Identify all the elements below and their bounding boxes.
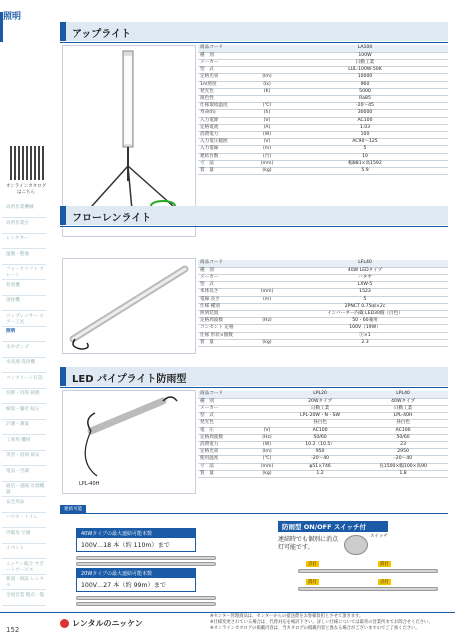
sidebar-divider xyxy=(2,496,46,497)
sidebar-divider xyxy=(2,357,46,358)
sidebar-divider xyxy=(2,450,46,451)
sidebar-divider xyxy=(2,574,46,575)
spec-row xyxy=(198,405,448,412)
spec-value: 30000 xyxy=(282,110,448,117)
brand-logo xyxy=(60,618,143,629)
brand-name: レンタルのニッケン xyxy=(72,619,143,628)
tube-graphic xyxy=(76,562,216,566)
spec-value: 23 xyxy=(358,441,448,448)
qr-code[interactable] xyxy=(10,146,44,180)
spec-value: 2.3 xyxy=(282,339,448,346)
spec-row xyxy=(198,456,448,463)
spec-value: -20〜40 xyxy=(358,456,448,463)
sidebar-category[interactable]: 通信・遠隔 計測機器 xyxy=(6,484,45,495)
spec-label: 消費電力 xyxy=(198,131,252,138)
spec-label: 寸 法 xyxy=(198,463,252,470)
sidebar-category[interactable]: コンクリート打設 xyxy=(6,375,43,381)
spec-label: 型 式 xyxy=(198,282,252,289)
spec-unit xyxy=(252,45,282,52)
spec-unit: (W) xyxy=(252,131,282,138)
pipelight-photo-label: LPL-40H xyxy=(79,481,100,487)
spec-row xyxy=(198,95,448,102)
sidebar-category[interactable]: 計測・測量 xyxy=(6,422,29,427)
spec-value: AC90〜125 xyxy=(282,139,448,146)
spec-row xyxy=(198,427,448,434)
spec-value: 50・60兼用 xyxy=(282,318,448,325)
spec-label: 種 別 xyxy=(198,398,252,405)
sidebar-category[interactable]: イベント xyxy=(6,546,25,551)
spec-row xyxy=(198,267,448,274)
footnote: ※センター管理商品は、センターからの提送費をお客様負担とさせて頂きます。 xyxy=(210,614,364,619)
state-label: 消灯 xyxy=(380,562,389,567)
spec-unit: (lm) xyxy=(252,449,282,456)
sidebar-divider xyxy=(2,527,46,528)
spec-unit: (kg) xyxy=(252,470,282,477)
spec-row xyxy=(198,88,448,95)
spec-value: LUL-100W-50K xyxy=(282,67,448,74)
spec-value: インバーター内蔵 LED30個（白色） xyxy=(282,310,448,317)
sidebar-divider xyxy=(2,217,46,218)
spec-value: Ra85 xyxy=(282,95,448,102)
spec-label: 照明装置 xyxy=(198,310,252,317)
spec-unit: (℃) xyxy=(252,456,282,463)
spec-label: 使用温度 xyxy=(198,456,252,463)
sidebar-divider xyxy=(2,419,46,420)
tube-graphic xyxy=(298,569,438,573)
spec-row xyxy=(198,463,448,470)
section-header-uplight xyxy=(60,22,448,41)
pipelight-spec-table xyxy=(198,391,448,478)
spec-label: 発光色 xyxy=(198,88,252,95)
spec-unit: (℃) xyxy=(252,103,282,110)
sidebar-divider xyxy=(2,543,46,544)
spec-unit: (V) xyxy=(252,139,282,146)
spec-value: 2PNCT 0.75㎟×2c xyxy=(282,303,448,310)
spec-value: LA100 xyxy=(282,45,448,52)
spec-row xyxy=(198,449,448,456)
spec-value: AC100 xyxy=(358,427,448,434)
pipelight-photo xyxy=(62,390,196,494)
spec-value: 50/60 xyxy=(282,434,358,441)
spec-unit xyxy=(252,398,282,405)
spec-row xyxy=(198,139,448,146)
spec-row xyxy=(198,332,448,339)
spec-row xyxy=(198,117,448,124)
spec-label: 入力電源 xyxy=(198,117,252,124)
spec-value: LPL20 xyxy=(282,391,358,398)
spec-unit: (V) xyxy=(252,427,282,434)
spec-unit xyxy=(252,420,282,427)
spec-row xyxy=(198,45,448,52)
spec-row xyxy=(198,153,448,160)
spec-value: 20Wタイプ xyxy=(282,398,358,405)
spec-label: 質 量 xyxy=(198,167,252,174)
spec-value: 1523 xyxy=(282,289,448,296)
sidebar-category[interactable]: 高所作業台 xyxy=(6,220,29,226)
spec-value: 幅881×高1592 xyxy=(282,160,448,167)
sidebar-category[interactable]: 水処理 洗浄機 xyxy=(6,360,36,365)
section-header-pipelight xyxy=(60,367,448,386)
spec-label: 電線 長さ xyxy=(198,296,252,303)
sidebar-category[interactable]: 切断・切削 研磨 xyxy=(6,391,40,396)
spec-unit xyxy=(252,274,282,281)
sidebar-category[interactable]: 全国営業 拠点一覧 xyxy=(6,592,45,598)
max-connect-20w xyxy=(76,568,196,592)
spec-label: 定格光束 xyxy=(198,74,252,81)
spec-unit: (Hz) xyxy=(252,434,282,441)
tube-graphic xyxy=(76,556,216,560)
spec-value: 10000 xyxy=(282,74,448,81)
spec-value: 日動工業 xyxy=(358,405,448,412)
spec-row xyxy=(198,81,448,88)
spec-value: AC100 xyxy=(282,427,358,434)
spec-value: 100V（19W） xyxy=(282,325,448,332)
spec-unit xyxy=(252,303,282,310)
spec-value: 960 xyxy=(282,81,448,88)
spec-row xyxy=(198,303,448,310)
spec-unit: (K) xyxy=(252,88,282,95)
sidebar-category[interactable]: 運搬・整地 xyxy=(6,251,29,257)
spec-value: 日動工業 xyxy=(282,405,358,412)
sidebar-divider xyxy=(2,403,46,404)
spec-unit xyxy=(252,413,282,420)
spec-unit xyxy=(252,52,282,59)
spec-unit: (kg) xyxy=(252,339,282,346)
spec-value: 40W LEDタイプ xyxy=(282,267,448,274)
spec-row xyxy=(198,131,448,138)
spec-value: LPL40 xyxy=(358,391,448,398)
spec-row xyxy=(198,310,448,317)
sidebar-tab-label: 照明 xyxy=(3,12,22,22)
spec-unit xyxy=(252,282,282,289)
spec-label: 本体長さ xyxy=(198,289,252,296)
spec-unit: (Hz) xyxy=(252,318,282,325)
sidebar-divider xyxy=(2,558,46,559)
spec-row xyxy=(198,289,448,296)
spec-row xyxy=(198,282,448,289)
sidebar-category[interactable]: 工事用 機材 xyxy=(6,437,31,443)
spec-unit xyxy=(252,95,282,102)
max-connect-20w-head: 20Wタイプの最大連結可能本数 xyxy=(77,569,195,578)
spec-label: 種 別 xyxy=(198,267,252,274)
sidebar-divider xyxy=(2,388,46,389)
max-connect-40w xyxy=(76,528,196,552)
sidebar-divider xyxy=(2,295,46,296)
spec-label: 定格周波数 xyxy=(198,318,252,325)
footnote: ※オンラインカタログの掲載内容は、当カタログの掲載内容と異なる場合がございますのでご了承ください。 xyxy=(210,626,420,631)
spec-value: 1.03 xyxy=(282,124,448,131)
page-number: 152 xyxy=(6,626,20,634)
spec-unit: (mm) xyxy=(252,463,282,470)
tube-graphic xyxy=(76,602,216,606)
spec-label: 質 量 xyxy=(198,339,252,346)
sidebar-category[interactable]: コンプレッサー エアー工具 xyxy=(6,313,44,325)
sidebar-category[interactable]: 照明 xyxy=(6,329,16,334)
spec-value: 100W xyxy=(282,52,448,59)
spec-row xyxy=(198,59,448,66)
spec-unit xyxy=(252,391,282,398)
tube-graphic xyxy=(298,587,438,591)
switch-panel xyxy=(278,521,448,607)
spec-row xyxy=(198,124,448,131)
spec-value: 5.9 xyxy=(282,167,448,174)
spec-value: LFL40 xyxy=(282,260,448,267)
spec-unit xyxy=(252,332,282,339)
spec-label: 定格周波数 xyxy=(198,434,252,441)
sidebar-category[interactable]: ハウス・トイレ xyxy=(6,515,38,520)
spec-unit xyxy=(252,310,282,317)
spec-value: 5000 xyxy=(282,88,448,95)
spec-row xyxy=(198,339,448,346)
spec-row xyxy=(198,160,448,167)
sidebar-divider xyxy=(2,279,46,280)
section-title: アップライト xyxy=(72,29,131,40)
spec-label: メーカー xyxy=(198,59,252,66)
spec-row xyxy=(198,413,448,420)
sidebar-divider xyxy=(2,434,46,435)
spec-unit xyxy=(252,267,282,274)
sidebar-divider xyxy=(2,310,46,311)
spec-unit: (lx) xyxy=(252,81,282,88)
spec-value: 1.2 xyxy=(282,470,358,477)
sidebar-divider xyxy=(2,372,46,373)
spec-value: -20〜40 xyxy=(282,456,358,463)
spec-label: 仕様 形状×個数 xyxy=(198,332,252,339)
switch-tag: スイッチ xyxy=(370,534,388,539)
spec-label: 定格電流 xyxy=(198,124,252,131)
section-title: フローレンライト xyxy=(72,213,152,224)
section-header-florenlight xyxy=(60,206,448,225)
sidebar-category[interactable]: 発電機 xyxy=(6,282,20,288)
spec-row xyxy=(198,274,448,281)
max-connect-40w-head: 40Wタイプの最大連結可能本数 xyxy=(77,529,195,538)
spec-unit xyxy=(252,59,282,66)
spec-row xyxy=(198,103,448,110)
switch-description: 連結時でも個別に消点灯可能です。 xyxy=(278,536,339,551)
spec-unit: (V) xyxy=(252,117,282,124)
spec-unit: (m) xyxy=(252,146,282,153)
connection-label: 連結可能 xyxy=(60,505,86,513)
spec-row xyxy=(198,167,448,174)
spec-value: LPL-40H xyxy=(358,413,448,420)
switch-title: 防雨型 ON/OFF スイッチ付 xyxy=(278,521,388,532)
spec-value: 日動工業 xyxy=(282,59,448,66)
spec-label: 型 式 xyxy=(198,67,252,74)
footer-rule xyxy=(0,612,455,613)
spec-value: 50/60 xyxy=(358,434,448,441)
spec-label: 連結台数 xyxy=(198,153,252,160)
spec-label: メーカー xyxy=(198,405,252,412)
section-title: LED パイプライト防雨型 xyxy=(72,374,187,385)
spec-label: 寸 法 xyxy=(198,160,252,167)
spec-row xyxy=(198,470,448,477)
spec-value: φ51×746 xyxy=(282,463,358,470)
spec-value: LPL-20W・N・SW xyxy=(282,413,358,420)
sidebar-divider xyxy=(2,341,46,342)
spec-unit xyxy=(252,67,282,74)
spec-label: 型 式 xyxy=(198,413,252,420)
sidebar-divider xyxy=(2,465,46,466)
spec-unit: (lm) xyxy=(252,74,282,81)
spec-unit xyxy=(252,325,282,332)
spec-value: AC100 xyxy=(282,117,448,124)
spec-row xyxy=(198,441,448,448)
spec-label: 仕様環境温度 xyxy=(198,103,252,110)
spec-row xyxy=(198,318,448,325)
spec-row xyxy=(198,146,448,153)
footnote: ※仕様変更されている場合は、代替対応を検討下さい。詳しい仕様については最寄の営業所までお問合せください。 xyxy=(210,620,433,625)
spec-label: 商品コード xyxy=(198,45,252,52)
uplight-spec-table xyxy=(198,45,448,175)
spec-value: 100 xyxy=(282,131,448,138)
spec-label: 消費電力 xyxy=(198,441,252,448)
spec-value: 950 xyxy=(282,449,358,456)
spec-label: コンセント 定格 xyxy=(198,325,252,332)
spec-unit: (mm) xyxy=(252,289,282,296)
spec-label: 入力電線 xyxy=(198,146,252,153)
connection-header xyxy=(60,505,448,513)
spec-label: 種 別 xyxy=(198,52,252,59)
sidebar-divider xyxy=(2,512,46,513)
spec-row xyxy=(198,110,448,117)
spec-value: 長1500×幅100×高90 xyxy=(358,463,448,470)
state-label: 点灯 xyxy=(308,562,317,567)
spec-label: 質 量 xyxy=(198,470,252,477)
spec-value: 10 xyxy=(282,153,448,160)
state-label: 消灯 xyxy=(308,580,317,585)
sidebar-category[interactable]: 水中ポンプ xyxy=(6,344,29,350)
spec-label: 発光色 xyxy=(198,420,252,427)
spec-value: -20〜45 xyxy=(282,103,448,110)
spec-unit: (台) xyxy=(252,153,282,160)
spec-label: 演色性 xyxy=(198,95,252,102)
sidebar-divider xyxy=(2,326,46,327)
spec-row xyxy=(198,52,448,59)
spec-label: 商品コード xyxy=(198,260,252,267)
spec-row xyxy=(198,420,448,427)
spec-value: 5 xyxy=(282,296,448,303)
spec-unit xyxy=(252,405,282,412)
sidebar-category[interactable]: レンタカー xyxy=(6,236,29,241)
spec-value: LXW-5 xyxy=(282,282,448,289)
spec-row xyxy=(198,260,448,267)
sidebar-divider xyxy=(2,248,46,249)
spec-value: 40Wタイプ xyxy=(358,398,448,405)
spec-row xyxy=(198,391,448,398)
spec-row xyxy=(198,325,448,332)
sidebar-category[interactable]: 締固・舗装 転圧 xyxy=(6,406,40,412)
sidebar-category[interactable]: 新規・保証 レンタル xyxy=(6,577,44,588)
spec-unit: (A) xyxy=(252,124,282,131)
spec-value: ハタヤ xyxy=(282,274,448,281)
spec-label: 電 圧 xyxy=(198,427,252,434)
spec-label: 入力電圧範囲 xyxy=(198,139,252,146)
spec-unit: (W) xyxy=(252,441,282,448)
spec-unit: (m) xyxy=(252,296,282,303)
spec-value: ㊉×1 xyxy=(282,332,448,339)
florenlight-spec-table xyxy=(198,260,448,347)
spec-label: 商品コード xyxy=(198,391,252,398)
sidebar-divider xyxy=(2,233,46,234)
sidebar-divider xyxy=(2,481,46,482)
sidebar-category[interactable]: 高所作業機械 xyxy=(6,205,34,210)
spec-value: 10.2（10.5） xyxy=(282,441,358,448)
spec-label: 定格光束 xyxy=(198,449,252,456)
spec-row xyxy=(198,67,448,74)
sidebar-category[interactable]: ニッケン総合 サポートサービス xyxy=(6,561,44,573)
spec-label: 寿命(h) xyxy=(198,110,252,117)
spec-unit: (kg) xyxy=(252,167,282,174)
sidebar-category[interactable]: 冷暖房 空調 xyxy=(6,530,31,536)
sidebar-category[interactable]: 安全用品 xyxy=(6,499,25,505)
qr-caption: オンラインカタログはこちら xyxy=(5,184,47,195)
spec-value: 昼白色 xyxy=(282,420,358,427)
sidebar-divider xyxy=(2,264,46,265)
spec-label: 仕様 種別 xyxy=(198,303,252,310)
spec-unit: (h) xyxy=(252,110,282,117)
spec-value: 5 xyxy=(282,146,448,153)
sidebar-category[interactable]: フォークリフト クレーン xyxy=(6,267,44,278)
spec-row xyxy=(198,74,448,81)
spec-value: 1.8 xyxy=(358,470,448,477)
spec-row xyxy=(198,296,448,303)
sidebar xyxy=(0,0,48,644)
spec-value: 昼白色 xyxy=(358,420,448,427)
spec-row xyxy=(198,398,448,405)
spec-unit: (mm) xyxy=(252,160,282,167)
max-connect-40w-body: 100V…18 本（約 110m）まで xyxy=(81,542,170,549)
florenlight-photo xyxy=(62,258,196,354)
spec-value: 2950 xyxy=(358,449,448,456)
spec-unit xyxy=(252,260,282,267)
spec-label: 1m照度 xyxy=(198,81,252,88)
sidebar-category[interactable]: 溶接機 xyxy=(6,298,20,303)
sidebar-divider xyxy=(2,605,46,606)
switch-photo xyxy=(344,535,368,555)
state-label: 点灯 xyxy=(380,580,389,585)
spec-row xyxy=(198,434,448,441)
tube-graphic xyxy=(76,596,216,600)
spec-label: メーカー xyxy=(198,274,252,281)
sidebar-category[interactable]: 災害・清掃 保安 xyxy=(6,453,40,458)
max-connect-20w-body: 100V…27 本（約 99m）まで xyxy=(81,582,167,589)
sidebar-divider xyxy=(2,589,46,590)
sidebar-category[interactable]: 電気・空調 xyxy=(6,468,29,474)
